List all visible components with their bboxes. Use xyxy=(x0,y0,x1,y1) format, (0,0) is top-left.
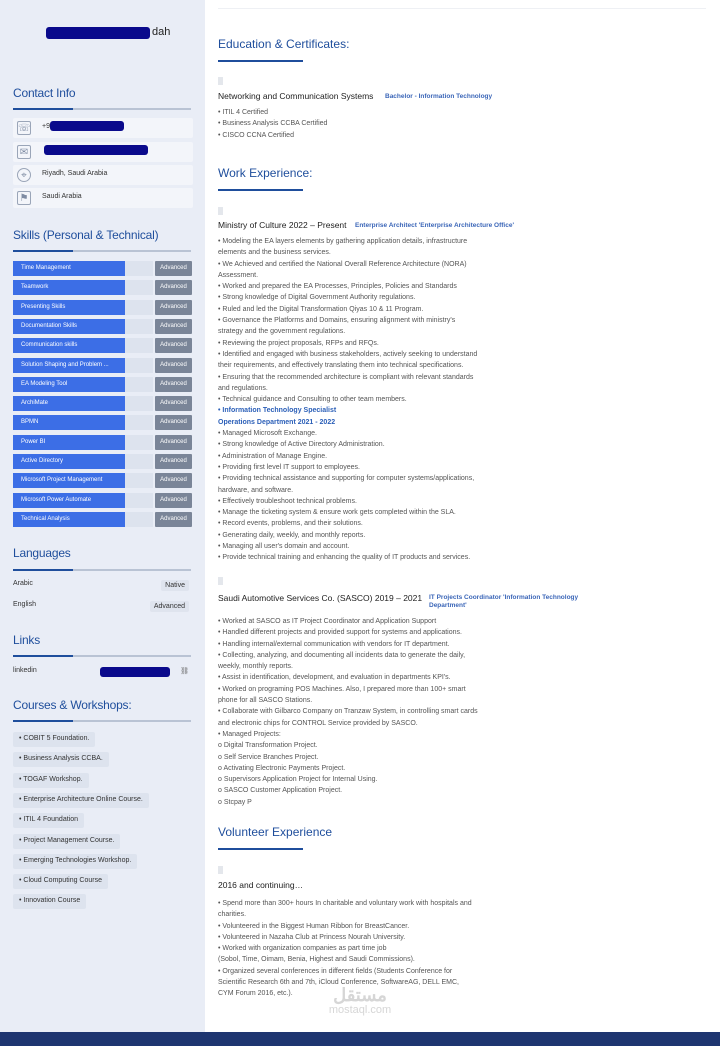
language-level: Native xyxy=(161,580,189,591)
skill-bar-track xyxy=(125,319,153,334)
skill-bar xyxy=(13,435,125,450)
sub-role-dept: Operations Department 2021 - 2022 xyxy=(218,418,336,426)
skill-name: Documentation Skills xyxy=(21,322,78,329)
skill-bar xyxy=(13,415,125,430)
skill-level: Advanced xyxy=(155,454,192,469)
languages-rule xyxy=(13,569,191,571)
language-name: Arabic xyxy=(13,580,33,587)
detail-line: o SASCO Customer Application Project. xyxy=(218,787,343,795)
skill-level: Advanced xyxy=(155,338,192,353)
skill-level: Advanced xyxy=(155,300,192,315)
skill-name: BPMN xyxy=(21,419,39,426)
detail-line: hardware, and software. xyxy=(218,486,294,494)
skill-name: Power BI xyxy=(21,438,46,445)
detail-line: • Managed Projects: xyxy=(218,730,281,738)
skill-bar xyxy=(13,473,125,488)
entry-marker xyxy=(218,577,223,585)
degree-tag: Bachelor - Information Technology xyxy=(385,93,493,100)
contact-location xyxy=(13,165,193,185)
skill-name: Technical Analysis xyxy=(21,515,70,522)
detail-line: o Activating Electronic Payments Project. xyxy=(218,764,346,772)
skill-level: Advanced xyxy=(155,473,192,488)
footer-bar xyxy=(0,1032,720,1046)
skill-bar-track xyxy=(125,358,153,373)
contact-heading: Contact Info xyxy=(13,86,76,100)
skill-level: Advanced xyxy=(155,358,192,373)
skill-name: Microsoft Power Automate xyxy=(21,496,92,503)
course-item: • Emerging Technologies Workshop. xyxy=(13,854,137,869)
course-item: • TOGAF Workshop. xyxy=(13,773,89,788)
job1-details xyxy=(218,236,508,564)
mail-icon: ✉ xyxy=(17,145,31,159)
detail-line: CYM Forum 2016, etc.). xyxy=(218,990,293,998)
detail-line: • Record events, problems, and their solutions. xyxy=(218,520,363,528)
detail-line: o Self Service Branches Project. xyxy=(218,753,319,761)
job1-title: Ministry of Culture 2022 – Present xyxy=(218,220,347,230)
detail-line: • Organized several conferences in different fields (Students Conference for xyxy=(218,967,453,975)
skill-level: Advanced xyxy=(155,319,192,334)
linkedin-label: linkedin xyxy=(13,667,37,674)
course-item: • Cloud Computing Course xyxy=(13,874,108,889)
volunteer-rule xyxy=(218,848,303,850)
flag-icon: ⚑ xyxy=(17,191,31,205)
detail-line: charities. xyxy=(218,911,247,919)
skill-level: Advanced xyxy=(155,415,192,430)
skill-row xyxy=(13,319,191,334)
entry-marker xyxy=(218,866,223,874)
volunteer-title: 2016 and continuing… xyxy=(218,880,304,890)
job1-tag: Enterprise Architect 'Enterprise Architecture Office' xyxy=(355,222,515,229)
skill-bar-track xyxy=(125,435,153,450)
skill-bar xyxy=(13,261,125,276)
skill-bar-track xyxy=(125,261,153,276)
phone-icon: ☏ xyxy=(18,123,31,134)
detail-line: elements and the business services. xyxy=(218,249,331,257)
detail-line: • Ensuring that the recommended architecture is compliant with relevant standards xyxy=(218,373,474,381)
job2-tag: IT Projects Coordinator 'Information Technology Department' xyxy=(429,594,579,609)
detail-line: • Providing technical assistance and supporting for computer systems/applications, xyxy=(218,475,475,483)
detail-line: • Spend more than 300+ hours In charitable and voluntary work with hospitals and xyxy=(218,900,472,907)
skill-name: Communication skills xyxy=(21,342,78,349)
watermark-latin: mostaql.com xyxy=(328,1004,392,1016)
skill-row xyxy=(13,415,191,430)
course-item: • Enterprise Architecture Online Course. xyxy=(13,793,149,808)
detail-line: • Managing all user's domain and account. xyxy=(218,543,350,551)
education-heading: Education & Certificates: xyxy=(218,37,350,51)
detail-line: • Assist in identification, development, and evaluation in departments KPI's. xyxy=(218,674,451,682)
watermark-logo xyxy=(314,986,406,1016)
skill-bar xyxy=(13,300,125,315)
top-divider xyxy=(218,8,706,9)
phone-text: +9 xyxy=(42,123,50,130)
name-fragment: dah xyxy=(152,26,171,38)
detail-line: o Digital Transformation Project. xyxy=(218,742,318,750)
contact-country xyxy=(13,188,193,208)
skill-row xyxy=(13,261,191,276)
education-rule xyxy=(218,60,303,62)
skill-bar xyxy=(13,280,125,295)
skill-bar-track xyxy=(125,280,153,295)
detail-line: • Collecting, analyzing, and documenting all incidents data to generate the daily, xyxy=(218,651,466,659)
skill-bar-track xyxy=(125,377,153,392)
language-level: Advanced xyxy=(150,601,189,612)
skill-name: Active Directory xyxy=(21,458,64,464)
skill-bar-track xyxy=(125,473,153,488)
course-item: • COBIT 5 Foundation. xyxy=(13,732,95,747)
skill-row xyxy=(13,396,191,411)
skill-level: Advanced xyxy=(155,396,192,411)
redacted-phone xyxy=(50,121,124,131)
redacted-email xyxy=(44,145,148,155)
detail-line: phone for all SASCO Stations. xyxy=(218,697,313,705)
detail-line: • Volunteered in the Biggest Human Ribbon for BreastCancer. xyxy=(218,922,410,930)
skill-row xyxy=(13,358,191,373)
detail-line: • Identified and engaged with business stakeholders, actively seeking to understand xyxy=(218,350,478,358)
skill-name: Teamwork xyxy=(21,284,49,291)
detail-line: • Strong knowledge of Digital Government Authority regulations. xyxy=(218,294,416,302)
skill-level: Advanced xyxy=(155,261,192,276)
skill-name: EA Modeling Tool xyxy=(21,380,68,387)
location-pin-icon: ⌖ xyxy=(17,168,31,182)
detail-line: weekly, monthly reports. xyxy=(218,663,293,671)
skill-bar xyxy=(13,454,125,469)
country-text: Saudi Arabia xyxy=(42,193,82,200)
skill-bar-track xyxy=(125,300,153,315)
detail-line: o Stcpay P xyxy=(218,798,252,806)
skill-row xyxy=(13,280,191,295)
skill-row xyxy=(13,435,191,450)
skill-bar-track xyxy=(125,415,153,430)
detail-line: • Administration of Manage Engine. xyxy=(218,452,328,460)
skills-heading: Skills (Personal & Technical) xyxy=(13,228,159,242)
detail-line: • Worked at SASCO as IT Project Coordinator and Application Support xyxy=(218,618,437,625)
skill-level: Advanced xyxy=(155,435,192,450)
language-row xyxy=(13,601,191,615)
skill-row xyxy=(13,493,191,508)
detail-line: Scientific Research 6th and 7th, iCloud Conference, SoftwareAG, DELL EMC, xyxy=(218,979,459,987)
location-text: Riyadh, Saudi Arabia xyxy=(42,170,108,177)
detail-line: o Supervisors Application Project for Internal Using. xyxy=(218,776,378,784)
skill-name: Time Management xyxy=(21,265,71,271)
languages-heading: Languages xyxy=(13,546,71,560)
detail-line: strategy and the government regulations. xyxy=(218,328,346,336)
skill-bar xyxy=(13,493,125,508)
courses-rule xyxy=(13,720,191,722)
skill-row xyxy=(13,473,191,488)
detail-line: • Volunteered in Nazaha Club at Princess Nourah University. xyxy=(218,933,406,941)
skill-bar-track xyxy=(125,512,153,527)
detail-line: • Managed Microsoft Exchange. xyxy=(218,430,317,438)
degree-title: Networking and Communication Systems xyxy=(218,91,374,101)
sub-role-title: • Information Technology Specialist xyxy=(218,407,337,415)
skill-row xyxy=(13,512,191,527)
detail-line: • Providing first level IT support to employees. xyxy=(218,463,360,471)
detail-line: • Effectively troubleshoot technical problems. xyxy=(218,497,357,505)
course-item: • Business Analysis CCBA. xyxy=(13,752,109,767)
skill-row xyxy=(13,338,191,353)
course-item: • Innovation Course xyxy=(13,894,86,909)
work-rule xyxy=(218,189,303,191)
detail-line: • Governance the Platforms and Domains, ensuring alignment with ministry's xyxy=(218,317,456,325)
watermark-arabic: مستقل xyxy=(333,985,387,1005)
skill-bar-track xyxy=(125,454,153,469)
link-icon[interactable]: ⛓ xyxy=(180,668,189,675)
course-item: • Project Management Course. xyxy=(13,834,120,849)
courses-heading: Courses & Workshops: xyxy=(13,698,132,712)
detail-line: and electronic chips for CONTROL Service provided by SASCO. xyxy=(218,719,418,727)
job2-title: Saudi Automotive Services Co. (SASCO) 2019 – 2021 xyxy=(218,593,423,603)
detail-line: (Sobol, Time, Oimam, Benia, Highest and Saudi Commissions). xyxy=(218,956,415,964)
detail-line: • Handled different projects and provided support for systems and applications. xyxy=(218,629,462,637)
detail-line: their requirements, and effectively translating them into technical specifications. xyxy=(218,362,464,370)
skill-bar xyxy=(13,358,125,373)
course-item: • ITIL 4 Foundation xyxy=(13,813,84,828)
volunteer-heading: Volunteer Experience xyxy=(218,825,333,839)
skill-bar xyxy=(13,396,125,411)
detail-line: • Generating daily, weekly, and monthly reports. xyxy=(218,531,366,539)
skill-bar xyxy=(13,319,125,334)
skill-bar-track xyxy=(125,493,153,508)
entry-marker xyxy=(218,207,223,215)
language-name: English xyxy=(13,601,36,608)
entry-marker xyxy=(218,77,223,85)
skill-level: Advanced xyxy=(155,377,192,392)
detail-line: • Worked with organization companies as part time job xyxy=(218,945,387,953)
contact-rule xyxy=(13,108,191,110)
detail-line: • Worked and prepared the EA Processes, Principles, Policies and Standards xyxy=(218,283,457,291)
job2-details xyxy=(218,616,508,808)
detail-line: • Modeling the EA layers elements by gathering application details, infrastructure xyxy=(218,238,468,245)
detail-line: • Collaborate with Gilbarco Company on Tranzaw System, in controlling smart cards xyxy=(218,708,478,716)
detail-line: and regulations. xyxy=(218,384,268,392)
skill-bar xyxy=(13,512,125,527)
detail-line: • Ruled and led the Digital Transformation Qiyas 10 & 11 Program. xyxy=(218,305,424,313)
redacted-link xyxy=(100,667,170,677)
skills-rule xyxy=(13,250,191,252)
skill-row xyxy=(13,300,191,315)
skill-level: Advanced xyxy=(155,512,192,527)
work-heading: Work Experience: xyxy=(218,166,313,180)
skill-row xyxy=(13,377,191,392)
detail-line: • Reviewing the project proposals, RFPs and RFQs. xyxy=(218,339,379,347)
language-row xyxy=(13,580,191,594)
detail-line: • Strong knowledge of Active Directory Administration. xyxy=(218,441,385,449)
detail-line: • Worked on programing POS Machines. Also, I prepared more than 100+ smart xyxy=(218,685,466,693)
skill-name: Microsoft Project Management xyxy=(21,477,103,484)
skill-level: Advanced xyxy=(155,280,192,295)
cert-list: • ITIL 4 Certified • Business Analysis CCBA Certified • CISCO CCNA Certified xyxy=(218,109,328,139)
detail-line: • Technical guidance and Consulting to other team members. xyxy=(218,396,407,404)
skill-level: Advanced xyxy=(155,493,192,508)
links-heading: Links xyxy=(13,633,41,647)
skill-bar-track xyxy=(125,396,153,411)
detail-line: • Provide technical training and enhancing the quality of IT products and services. xyxy=(218,554,471,562)
links-rule xyxy=(13,655,191,657)
skill-name: ArchiMate xyxy=(21,400,49,407)
skill-bar xyxy=(13,338,125,353)
detail-line: • We Achieved and certified the National Overall Reference Architecture (NORA) xyxy=(218,260,467,268)
sidebar xyxy=(0,0,205,1032)
skill-name: Presenting Skills xyxy=(21,303,66,310)
skill-bar-track xyxy=(125,338,153,353)
detail-line: Assessment. xyxy=(218,271,259,279)
detail-line: • Handling internal/external communication with vendors for IT department. xyxy=(218,640,450,648)
skill-row xyxy=(13,454,191,469)
skill-bar xyxy=(13,377,125,392)
skill-name: Solution Shaping and Problem ... xyxy=(21,361,109,368)
detail-line: • Manage the ticketing system & ensure work gets completed within the SLA. xyxy=(218,509,456,517)
